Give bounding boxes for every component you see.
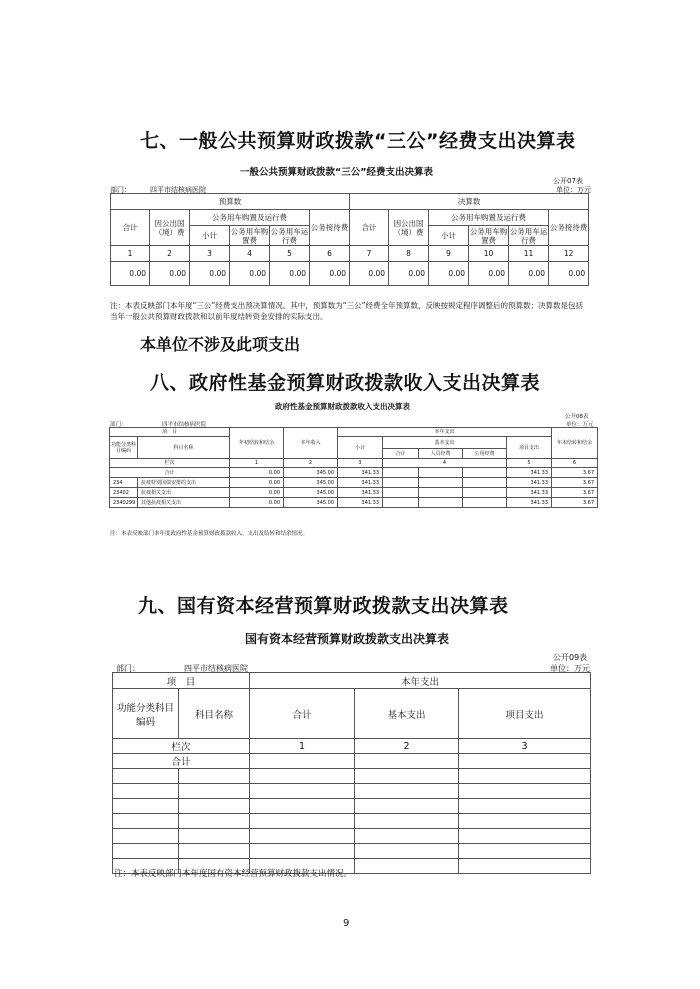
item-header: 项 目 xyxy=(110,428,230,437)
dept-8-name: 四平市结核病医院 xyxy=(162,422,207,428)
subtotal-header: 小计 xyxy=(338,437,383,459)
final-vehicle-header: 公务用车购置及运行费 xyxy=(429,210,549,226)
row-name: 其他抗疫相关支出 xyxy=(138,498,230,508)
project-header: 项目支出 xyxy=(507,437,552,459)
col-num: 5 xyxy=(507,459,552,468)
budget-reception-header: 公务接待费 xyxy=(310,210,350,246)
final-vehicle-purchase-header: 公务用车购置费 xyxy=(469,226,508,245)
table-8-colnum-row xyxy=(110,459,598,468)
col-num: 3 xyxy=(338,459,383,468)
begin-cell: 0.00 xyxy=(230,478,284,488)
income-header: 本年收入 xyxy=(284,428,338,459)
table-8-title: 政府性基金预算财政拨款收入支出决算表 xyxy=(275,402,410,411)
col-num: 3 xyxy=(190,246,230,262)
col-num: 4 xyxy=(230,246,270,262)
dept-7-label: 部门： xyxy=(110,186,131,194)
income-cell: 345.00 xyxy=(284,478,338,488)
table-row xyxy=(113,769,591,784)
project-header: 项目支出 xyxy=(459,689,591,739)
table-7-note: 注：本表反映部门本年度“三公”经费支出预决算情况。其中，预算数为“三公”经费全年预算数，反映按规定程序调整后的预算数；决算数是包括当年一般公共预算财政拨款和以前年度结转资金安排的实际支出。 xyxy=(110,301,584,321)
table-row xyxy=(110,478,598,488)
project-cell: 341.33 xyxy=(507,478,552,488)
begin-cell: 0.00 xyxy=(230,488,284,498)
subtotal-cell: 341.33 xyxy=(338,468,383,478)
total-row-label: 合计 xyxy=(113,754,250,769)
table-7-title: 一般公共预算财政拨款“三公”经费支出决算表 xyxy=(240,167,433,178)
budget-vehicle-purchase-header: 公务用车购置费 xyxy=(230,226,269,245)
budget-abroad-header: 因公出国（境）费 xyxy=(150,210,190,246)
project-cell: 341.33 xyxy=(507,468,552,478)
table-9-title: 国有资本经营预算财政拨款支出决算表 xyxy=(245,632,450,646)
value-cell: 0.00 xyxy=(350,262,389,286)
value-cell: 0.00 xyxy=(469,262,509,286)
row-name: 合计 xyxy=(110,468,230,478)
dept-8-label: 部门： xyxy=(110,422,127,428)
func-code-header: 功能分类科目编码 xyxy=(110,437,138,459)
form-7-number: 公开07表 xyxy=(553,177,583,185)
col-num: 2 xyxy=(355,739,459,754)
basic-header: 基本支出 xyxy=(383,437,507,449)
value-cell: 0.00 xyxy=(230,262,270,286)
final-vehicle-run-header: 公务用车运行费 xyxy=(509,226,548,245)
end-balance-header: 年末结转和结余 xyxy=(552,428,598,459)
col-num: 1 xyxy=(250,739,355,754)
budget-subtotal-header: 小计 xyxy=(190,226,230,246)
section-9-heading: 九、国有资本经营预算财政拨款支出决算表 xyxy=(138,595,509,617)
table-9-note: 注：本表反映部门本年度国有资本经营预算财政拨款支出情况。 xyxy=(114,869,353,879)
final-total-header: 合计 xyxy=(350,210,389,246)
form-9-number: 公开09表 xyxy=(553,653,588,662)
project-cell: 341.33 xyxy=(507,488,552,498)
unit-7: 单位：万元 xyxy=(556,186,591,194)
end-cell: 3.67 xyxy=(552,468,598,478)
begin-cell: 0.00 xyxy=(230,468,284,478)
end-cell: 3.67 xyxy=(552,478,598,488)
basic-header: 基本支出 xyxy=(355,689,459,739)
dept-9-label: 部门： xyxy=(116,664,140,673)
row-label: 栏次 xyxy=(113,739,250,754)
row-name: 抗疫相关支出 xyxy=(138,488,230,498)
table-9 xyxy=(112,672,591,874)
row-label: 栏次 xyxy=(110,459,230,468)
subject-name-header: 科目名称 xyxy=(179,689,250,739)
end-cell: 3.67 xyxy=(552,488,598,498)
table-row xyxy=(113,784,591,799)
col-num: 6 xyxy=(310,246,350,262)
subtotal-cell: 341.33 xyxy=(338,478,383,488)
table-row xyxy=(113,814,591,829)
table-row xyxy=(113,799,591,814)
value-cell: 0.00 xyxy=(270,262,310,286)
no-item-statement: 本单位不涉及此项支出 xyxy=(140,335,301,354)
col-num: 2 xyxy=(284,459,338,468)
begin-cell: 0.00 xyxy=(230,498,284,508)
row-name: 抗疫特别国债安排的支出 xyxy=(138,478,230,488)
income-cell: 345.00 xyxy=(284,498,338,508)
unit-8: 单位：万元 xyxy=(566,422,594,428)
row-code: 2340299 xyxy=(110,498,138,508)
table-row xyxy=(110,468,598,478)
col-num: 8 xyxy=(389,246,429,262)
value-cell: 0.00 xyxy=(190,262,230,286)
item-header: 项 目 xyxy=(113,673,250,689)
budget-header: 预算数 xyxy=(111,194,350,210)
expense-header: 本年支出 xyxy=(250,673,591,689)
subtotal-cell: 341.33 xyxy=(338,488,383,498)
form-8-number: 公开08表 xyxy=(565,414,589,420)
value-cell: 0.00 xyxy=(389,262,429,286)
value-cell: 0.00 xyxy=(310,262,350,286)
dept-9-name: 四平市结核病医院 xyxy=(184,664,248,673)
row-code: 234 xyxy=(110,478,138,488)
col-num: 11 xyxy=(509,246,549,262)
table-row xyxy=(110,498,598,508)
table-7 xyxy=(110,193,589,286)
final-header: 决算数 xyxy=(350,194,589,210)
table-row xyxy=(110,488,598,498)
table-7-value-row xyxy=(111,262,589,286)
personnel-header: 人员经费 xyxy=(419,449,463,459)
table-9-colnum-row xyxy=(113,739,591,754)
col-num: 4 xyxy=(383,459,507,468)
end-cell: 3.67 xyxy=(552,498,598,508)
col-num: 6 xyxy=(552,459,598,468)
value-cell: 0.00 xyxy=(150,262,190,286)
col-num: 7 xyxy=(350,246,389,262)
col-num: 3 xyxy=(459,739,591,754)
value-cell: 0.00 xyxy=(111,262,150,286)
page-number: 9 xyxy=(343,918,350,929)
table-8-note: 注：本表反映部门本年度政府性基金预算财政拨款收入、支出及结转和结余情况。 xyxy=(110,531,309,537)
col-num: 5 xyxy=(270,246,310,262)
begin-balance-header: 年初结转和结余 xyxy=(230,428,284,459)
final-subtotal-header: 小计 xyxy=(429,226,469,246)
project-cell: 341.33 xyxy=(507,498,552,508)
col-num: 1 xyxy=(230,459,284,468)
row-code: 23402 xyxy=(110,488,138,498)
final-abroad-header: 因公出国（境）费 xyxy=(389,210,429,246)
public-header: 公用经费 xyxy=(463,449,507,459)
budget-vehicle-header: 公务用车购置及运行费 xyxy=(190,210,310,226)
income-cell: 345.00 xyxy=(284,488,338,498)
col-num: 10 xyxy=(469,246,509,262)
table-8 xyxy=(109,427,598,508)
value-cell: 0.00 xyxy=(509,262,549,286)
subject-name-header: 科目名称 xyxy=(138,437,230,459)
income-cell: 345.00 xyxy=(284,468,338,478)
expense-header: 本年支出 xyxy=(338,428,552,437)
section-8-heading: 八、政府性基金预算财政拨款收入支出决算表 xyxy=(150,372,541,394)
value-cell: 0.00 xyxy=(549,262,589,286)
budget-vehicle-run-header: 公务用车运行费 xyxy=(270,226,309,245)
col-num: 2 xyxy=(150,246,190,262)
total-header: 合计 xyxy=(250,689,355,739)
col-num: 1 xyxy=(111,246,150,262)
value-cell: 0.00 xyxy=(429,262,469,286)
basic-total-header: 合计 xyxy=(383,449,419,459)
budget-total-header: 合计 xyxy=(111,210,150,246)
func-code-header: 功能分类科目编码 xyxy=(113,689,179,739)
table-row xyxy=(113,754,591,769)
col-num: 12 xyxy=(549,246,589,262)
table-7-colnum-row xyxy=(111,246,589,262)
section-7-heading: 七、一般公共预算财政拨款“三公”经费支出决算表 xyxy=(140,130,576,152)
subtotal-cell: 341.33 xyxy=(338,498,383,508)
table-row xyxy=(113,844,591,859)
final-reception-header: 公务接待费 xyxy=(549,210,589,246)
dept-7-name: 四平市结核病医院 xyxy=(150,186,206,194)
unit-9: 单位：万元 xyxy=(550,664,590,673)
table-row xyxy=(113,829,591,844)
col-num: 9 xyxy=(429,246,469,262)
